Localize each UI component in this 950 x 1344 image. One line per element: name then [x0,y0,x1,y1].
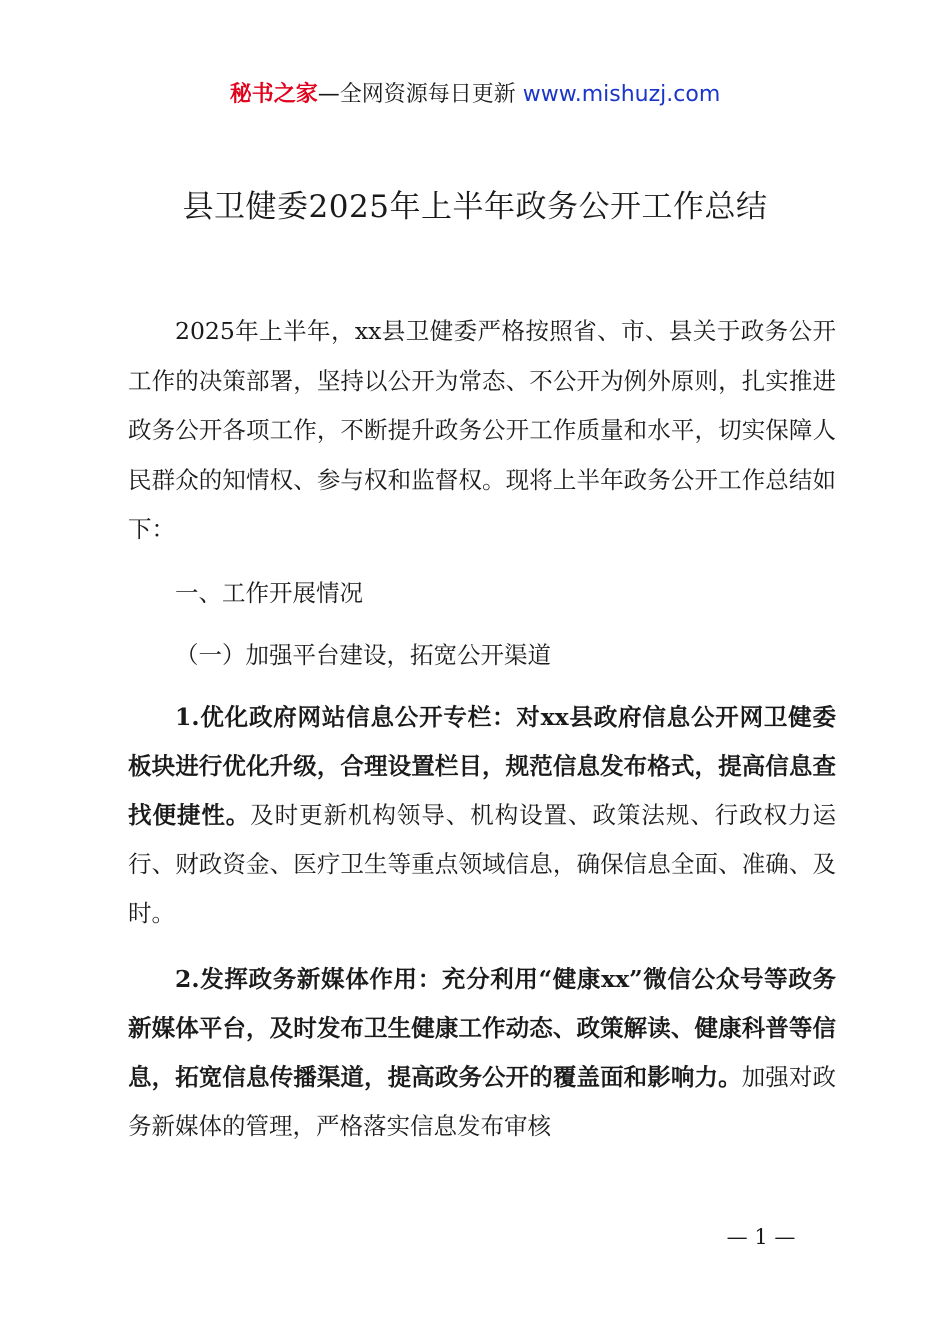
item-1-lead: 1.优化政府网站信息公开专栏：对xx县政府信息公开网卫健委板块进行优化升级，合理设置栏目，规范信息发布格式，提高信息查找便捷性。 [128,703,836,829]
item-2-lead: 2.发挥政务新媒体作用：充分利用“健康xx”微信公众号等政务新媒体平台，及时发布卫生健康工作动态、政策解读、健康科普等信息，拓宽信息传播渠道，提高政务公开的覆盖面和影响力。 [128,965,836,1091]
item-2-body: 加强对政务新媒体的管理，严格落实信息发布审核 [128,1063,837,1140]
section-heading: 一、工作开展情况 [175,579,363,607]
item-paragraph-2 [128,955,836,1151]
page-number: — 1 — [726,1225,796,1249]
site-watermark [0,80,950,110]
intro-paragraph: 2025年上半年，xx县卫健委严格按照省、市、县关于政务公开工作的决策部署，坚持以公开为常态、不公开为例外原则，扎实推进政务公开各项工作，不断提升政务公开工作质量和水平，切实保障人民群众的知情权、参与权和监督权。现将上半年政务公开工作总结如下： [128,317,836,543]
watermark-url[interactable]: www.mishuzj.com [522,82,721,107]
item-1-body: 及时更新机构领导、机构设置、政策法规、行政权力运行、财政资金、医疗卫生等重点领域信息，确保信息全面、准确、及时。 [128,801,837,927]
subsection-heading: （一）加强平台建设，拓宽公开渠道 [175,641,551,669]
watermark-tagline: —全网资源每日更新 [317,82,523,107]
watermark-brand: 秘书之家 [229,82,318,107]
item-paragraph-1 [128,693,836,938]
document-title: 县卫健委2025年上半年政务公开工作总结 [182,189,768,225]
